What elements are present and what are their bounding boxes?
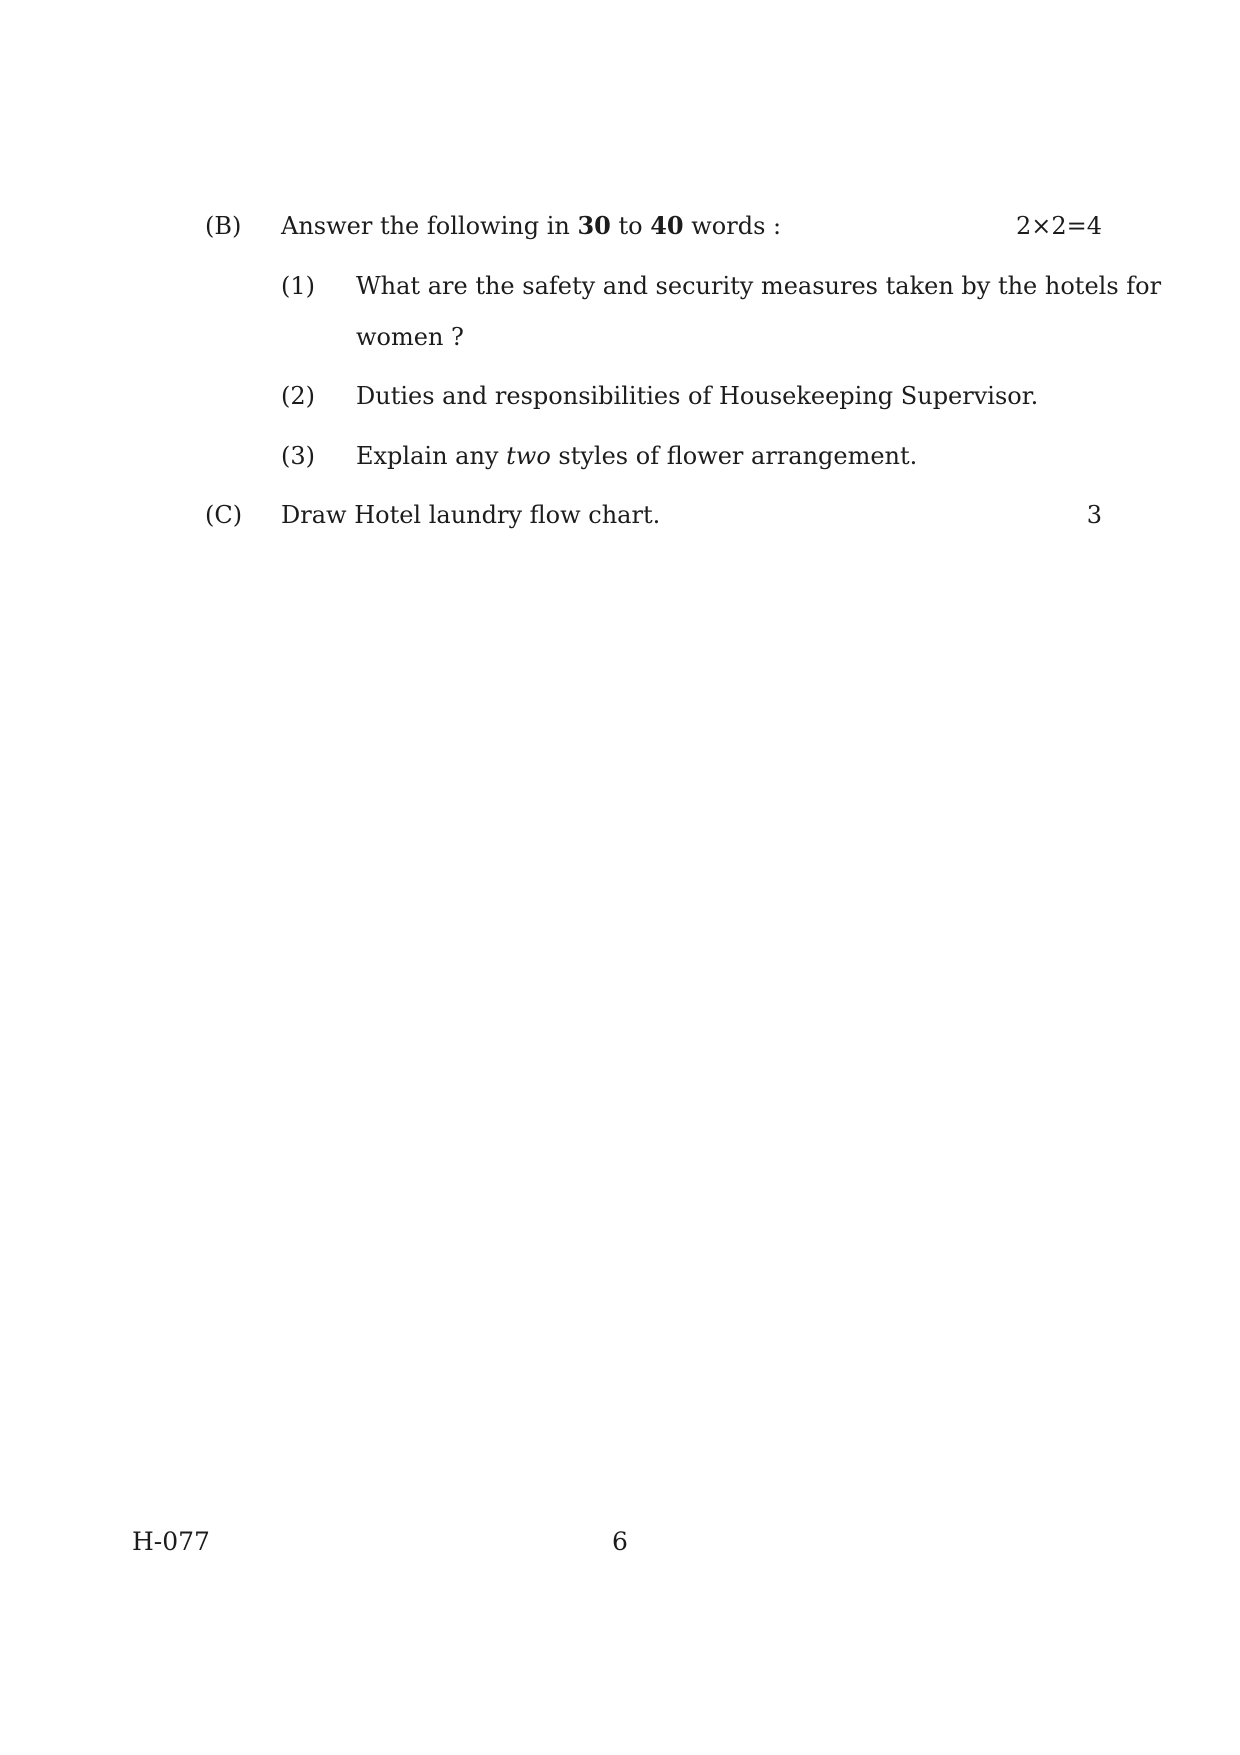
section-b-label: (B) [205,212,242,240]
instruction-text-mid: to [610,212,651,240]
instruction-text-pre: Answer the following in [281,212,578,240]
word-count-min: 30 [577,211,611,240]
question-number-2: (2) [281,382,315,410]
instruction-text-post: words : [683,212,782,240]
question-1-line-1: What are the safety and security measures taken by the hotels for [356,272,1162,300]
question-3-text-pre: Explain any [356,442,507,470]
question-2-text: Duties and responsibilities of Housekeeping Supervisor. [356,382,1039,410]
question-1-line-2: women ? [356,323,464,351]
page-number: 6 [612,1527,628,1556]
question-3-text-post: styles of flower arrangement. [550,442,918,470]
question-number-1: (1) [281,272,315,300]
section-b-instruction [281,211,781,241]
section-c-marks: 3 [1086,501,1102,529]
word-count-max: 40 [650,211,684,240]
section-c-label: (C) [205,501,243,529]
question-3-emphasis: two [506,442,551,470]
paper-code: H-077 [132,1527,210,1556]
section-c-text: Draw Hotel laundry flow chart. [281,501,661,529]
section-b-marks: 2×2=4 [1015,212,1102,240]
question-number-3: (3) [281,442,315,470]
question-3-text [356,441,917,471]
